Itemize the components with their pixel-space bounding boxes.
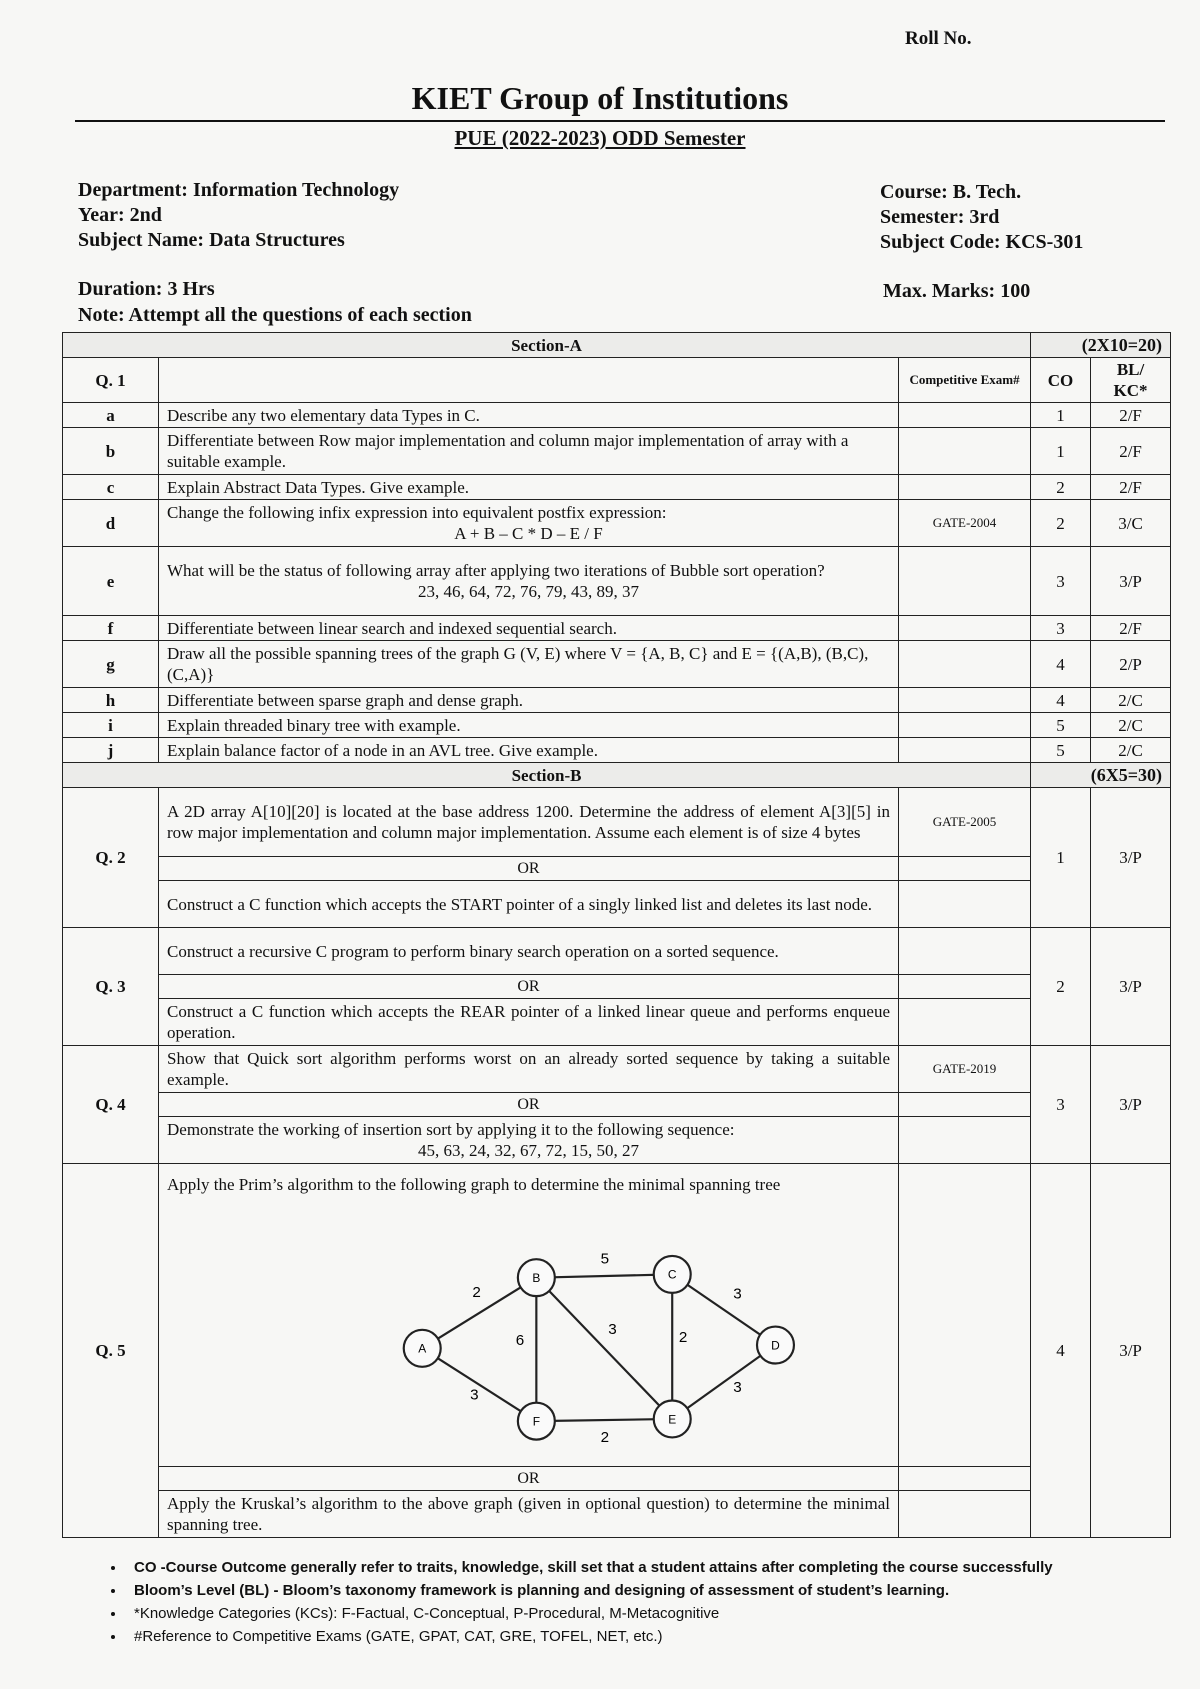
question-number: Q. 3: [63, 928, 159, 1046]
header-right-block: [880, 180, 1083, 255]
question-text: A 2D array A[10][20] is located at the base address 1200. Determine the address of element A[3][5] in row major implementation and column major implementation. Assume each element is of size 4 bytes: [167, 802, 890, 842]
competitive-exam: [899, 403, 1031, 428]
competitive-exam: [899, 641, 1031, 688]
header-left-block: [78, 178, 399, 253]
graph-node-label: D: [771, 1337, 780, 1352]
question-id: f: [63, 616, 159, 641]
question-row-q5-b: [63, 1491, 1171, 1538]
competitive-exam: GATE-2004: [899, 500, 1031, 547]
graph-edge-FE: [536, 1418, 672, 1420]
question-id: j: [63, 738, 159, 763]
edge-weight: 3: [470, 1385, 479, 1403]
competitive-exam: [899, 928, 1031, 975]
or-separator: OR: [159, 1093, 899, 1117]
department: Department: Information Technology: [78, 179, 400, 201]
course-outcome: 3: [1031, 1046, 1091, 1164]
course-outcome: 1: [1031, 788, 1091, 928]
empty-cell: [899, 975, 1031, 999]
question-text: Apply the Prim’s algorithm to the following graph to determine the minimal spanning tree: [167, 1174, 781, 1194]
or-row: [63, 1467, 1171, 1491]
edge-weight: 5: [600, 1250, 610, 1268]
graph-edge-BC: [536, 1274, 672, 1277]
question-row-q4-b: [63, 1117, 1171, 1164]
question-row-q5: [63, 1164, 1171, 1467]
question-row: [63, 403, 1171, 428]
question-cell: [159, 738, 899, 763]
question-id: c: [63, 475, 159, 500]
col-question-text: [159, 358, 899, 403]
blooms-level: 2/P: [1091, 641, 1171, 688]
blooms-level: 2/C: [1091, 738, 1171, 763]
spanning-tree-graph: [327, 1207, 887, 1457]
blooms-level: 2/F: [1091, 428, 1171, 475]
footnote-item: • *Knowledge Categories (KCs): F-Factual, C-Conceptual, P-Procedural, M-Metacognitive: [126, 1602, 1053, 1625]
question-text: What will be the status of following array after applying two iterations of Bubble sort operation?: [167, 561, 825, 580]
competitive-exam: [899, 1164, 1031, 1467]
question-cell: [159, 500, 899, 547]
competitive-exam: [899, 738, 1031, 763]
question-cell: [159, 547, 899, 616]
course-outcome: 2: [1031, 500, 1091, 547]
question-expression: A + B – C * D – E / F: [454, 524, 603, 543]
question-table: [62, 332, 1171, 1538]
course-outcome: 3: [1031, 547, 1091, 616]
question-cell: [159, 403, 899, 428]
edge-weight: 2: [678, 1328, 688, 1346]
graph-node-label: B: [532, 1270, 541, 1285]
empty-cell: [899, 881, 1031, 928]
competitive-exam: [899, 547, 1031, 616]
edge-weight: 3: [733, 1284, 742, 1302]
section-a-title: Section-A: [63, 333, 1031, 358]
question-row-q2-b: [63, 881, 1171, 928]
question-option-b: [159, 1117, 899, 1164]
or-separator: OR: [159, 975, 899, 999]
exam-title-text: PUE (2022-2023) ODD Semester: [454, 126, 746, 150]
question-cell: [159, 428, 899, 475]
question-row: [63, 641, 1171, 688]
institute-title: KIET Group of Institutions: [411, 80, 789, 116]
question-row: [63, 616, 1171, 641]
col-question-number: Q. 1: [63, 358, 159, 403]
or-row: [63, 975, 1171, 999]
question-row: [63, 738, 1171, 763]
graph-figure: [327, 1207, 887, 1457]
edge-weight: 6: [515, 1331, 525, 1349]
graph-edge-BE: [536, 1277, 672, 1418]
question-text: Differentiate between sparse graph and dense graph.: [167, 690, 524, 710]
graph-edge-AF: [422, 1348, 536, 1421]
duration: Duration: 3 Hrs: [78, 278, 215, 300]
question-id: b: [63, 428, 159, 475]
exam-title: [0, 126, 1200, 151]
question-sequence: 45, 63, 24, 32, 67, 72, 15, 50, 27: [418, 1141, 639, 1160]
or-separator: OR: [159, 1467, 899, 1491]
question-row-q3: [63, 928, 1171, 975]
course-outcome: 1: [1031, 403, 1091, 428]
question-option-a: [159, 788, 899, 857]
competitive-exam: [899, 688, 1031, 713]
semester: Semester: 3rd: [880, 206, 1000, 228]
competitive-exam: [899, 713, 1031, 738]
or-row: [63, 857, 1171, 881]
competitive-exam: GATE-2005: [899, 788, 1031, 857]
question-option-b: [159, 881, 899, 928]
question-text: Differentiate between Row major implementation and column major implementation of array with a suitable example.: [167, 431, 849, 471]
course-outcome: 5: [1031, 738, 1091, 763]
competitive-exam: [899, 616, 1031, 641]
question-cell: [159, 713, 899, 738]
competitive-exam: [899, 428, 1031, 475]
col-co: CO: [1031, 358, 1091, 403]
question-number: Q. 2: [63, 788, 159, 928]
roll-number-label: Roll No.: [905, 28, 972, 49]
col-competitive-exam: Competitive Exam#: [899, 358, 1031, 403]
question-row: [63, 688, 1171, 713]
blooms-level: 2/C: [1091, 688, 1171, 713]
blooms-level: 3/P: [1091, 547, 1171, 616]
section-b-header: [63, 763, 1171, 788]
blooms-level: 2/C: [1091, 713, 1171, 738]
or-separator: OR: [159, 857, 899, 881]
title-divider: [75, 120, 1165, 122]
question-row-q2: [63, 788, 1171, 857]
question-text: Draw all the possible spanning trees of the graph G (V, E) where V = {A, B, C} and E = {(A,B), (B,C), (C,A)}: [167, 644, 869, 684]
course-outcome: 3: [1031, 616, 1091, 641]
course: Course: B. Tech.: [880, 181, 1022, 203]
edge-weight: 3: [608, 1320, 617, 1338]
question-option-b: [159, 999, 899, 1046]
footnote-item: • Bloom’s Level (BL) - Bloom’s taxonomy framework is planning and designing of assessment of student’s learning.: [126, 1579, 1053, 1602]
question-row: [63, 428, 1171, 475]
graph-node-label: F: [532, 1413, 540, 1428]
blooms-level: 3/P: [1091, 1046, 1171, 1164]
footnote-list: [100, 1556, 1053, 1648]
edge-weight: 3: [733, 1378, 742, 1396]
competitive-exam: [899, 475, 1031, 500]
question-cell: [159, 475, 899, 500]
course-outcome: 4: [1031, 688, 1091, 713]
question-cell: [159, 641, 899, 688]
question-id: e: [63, 547, 159, 616]
subject-code: Subject Code: KCS-301: [880, 231, 1084, 253]
footnote-item: • #Reference to Competitive Exams (GATE, GPAT, CAT, GRE, TOFEL, NET, etc.): [126, 1625, 1053, 1648]
instruction-note: Note: Attempt all the questions of each section: [78, 304, 472, 326]
question-id: a: [63, 403, 159, 428]
question-row: [63, 475, 1171, 500]
question-text: Change the following infix expression into equivalent postfix expression:: [167, 503, 667, 522]
question-text: Apply the Kruskal’s algorithm to the above graph (given in optional question) to determine the minimal spanning tree.: [167, 1494, 890, 1534]
question-option-b: [159, 1491, 899, 1538]
blooms-level: 3/C: [1091, 500, 1171, 547]
section-b-title: Section-B: [63, 763, 1031, 788]
footnote-item: • CO -Course Outcome generally refer to traits, knowledge, skill set that a student attains after completing the course successfully: [126, 1556, 1053, 1579]
column-header: [63, 358, 1171, 403]
question-text: Explain threaded binary tree with example.: [167, 715, 461, 735]
empty-cell: [899, 1093, 1031, 1117]
blooms-level: 2/F: [1091, 403, 1171, 428]
col-bl-kc: BL/ KC*: [1091, 358, 1171, 403]
question-row: [63, 713, 1171, 738]
or-row: [63, 1093, 1171, 1117]
section-a-marks: (2X10=20): [1031, 333, 1171, 358]
section-b-marks: (6X5=30): [1031, 763, 1171, 788]
year: Year: 2nd: [78, 204, 162, 226]
question-text: Construct a recursive C program to perform binary search operation on a sorted sequence.: [167, 941, 779, 961]
course-outcome: 4: [1031, 1164, 1091, 1538]
empty-cell: [899, 999, 1031, 1046]
question-cell: [159, 616, 899, 641]
question-row-q3-b: [63, 999, 1171, 1046]
question-text: Differentiate between linear search and indexed sequential search.: [167, 618, 617, 638]
edge-weight: 2: [472, 1283, 481, 1301]
subject-name: Subject Name: Data Structures: [78, 229, 345, 251]
question-option-a: [159, 1164, 899, 1467]
graph-node-label: E: [668, 1411, 677, 1426]
question-row: [63, 547, 1171, 616]
empty-cell: [899, 1117, 1031, 1164]
competitive-exam: GATE-2019: [899, 1046, 1031, 1093]
question-id: i: [63, 713, 159, 738]
blooms-level: 2/F: [1091, 475, 1171, 500]
question-cell: [159, 688, 899, 713]
edge-weight: 2: [600, 1428, 610, 1446]
question-text: Construct a C function which accepts the REAR pointer of a linked linear queue and performs enqueue operation.: [167, 1002, 890, 1042]
footnotes: [100, 1556, 1053, 1648]
question-option-a: [159, 1046, 899, 1093]
question-row-q4: [63, 1046, 1171, 1093]
course-outcome: 5: [1031, 713, 1091, 738]
section-a-header: [63, 333, 1171, 358]
empty-cell: [899, 1491, 1031, 1538]
question-number: Q. 4: [63, 1046, 159, 1164]
question-text: Explain Abstract Data Types. Give example.: [167, 477, 470, 497]
blooms-level: 2/F: [1091, 616, 1171, 641]
course-outcome: 2: [1031, 928, 1091, 1046]
blooms-level: 3/P: [1091, 928, 1171, 1046]
blooms-level: 3/P: [1091, 788, 1171, 928]
question-option-a: [159, 928, 899, 975]
question-text: Construct a C function which accepts the START pointer of a singly linked list and deletes its last node.: [167, 894, 873, 914]
question-text: Explain balance factor of a node in an AVL tree. Give example.: [167, 740, 598, 760]
blooms-level: 3/P: [1091, 1164, 1171, 1538]
question-id: g: [63, 641, 159, 688]
max-marks: Max. Marks: 100: [883, 280, 1031, 302]
course-outcome: 1: [1031, 428, 1091, 475]
question-text: Show that Quick sort algorithm performs worst on an already sorted sequence by taking a suitable example.: [167, 1049, 890, 1089]
empty-cell: [899, 857, 1031, 881]
question-id: d: [63, 500, 159, 547]
graph-node-label: C: [667, 1267, 677, 1282]
question-number: Q. 5: [63, 1164, 159, 1538]
question-id: h: [63, 688, 159, 713]
question-text: Demonstrate the working of insertion sort by applying it to the following sequence:: [167, 1120, 735, 1139]
question-row: [63, 500, 1171, 547]
graph-node-label: A: [418, 1341, 427, 1356]
empty-cell: [899, 1467, 1031, 1491]
course-outcome: 2: [1031, 475, 1091, 500]
question-expression: 23, 46, 64, 72, 76, 79, 43, 89, 37: [418, 582, 639, 601]
question-text: Describe any two elementary data Types in C.: [167, 405, 480, 425]
course-outcome: 4: [1031, 641, 1091, 688]
